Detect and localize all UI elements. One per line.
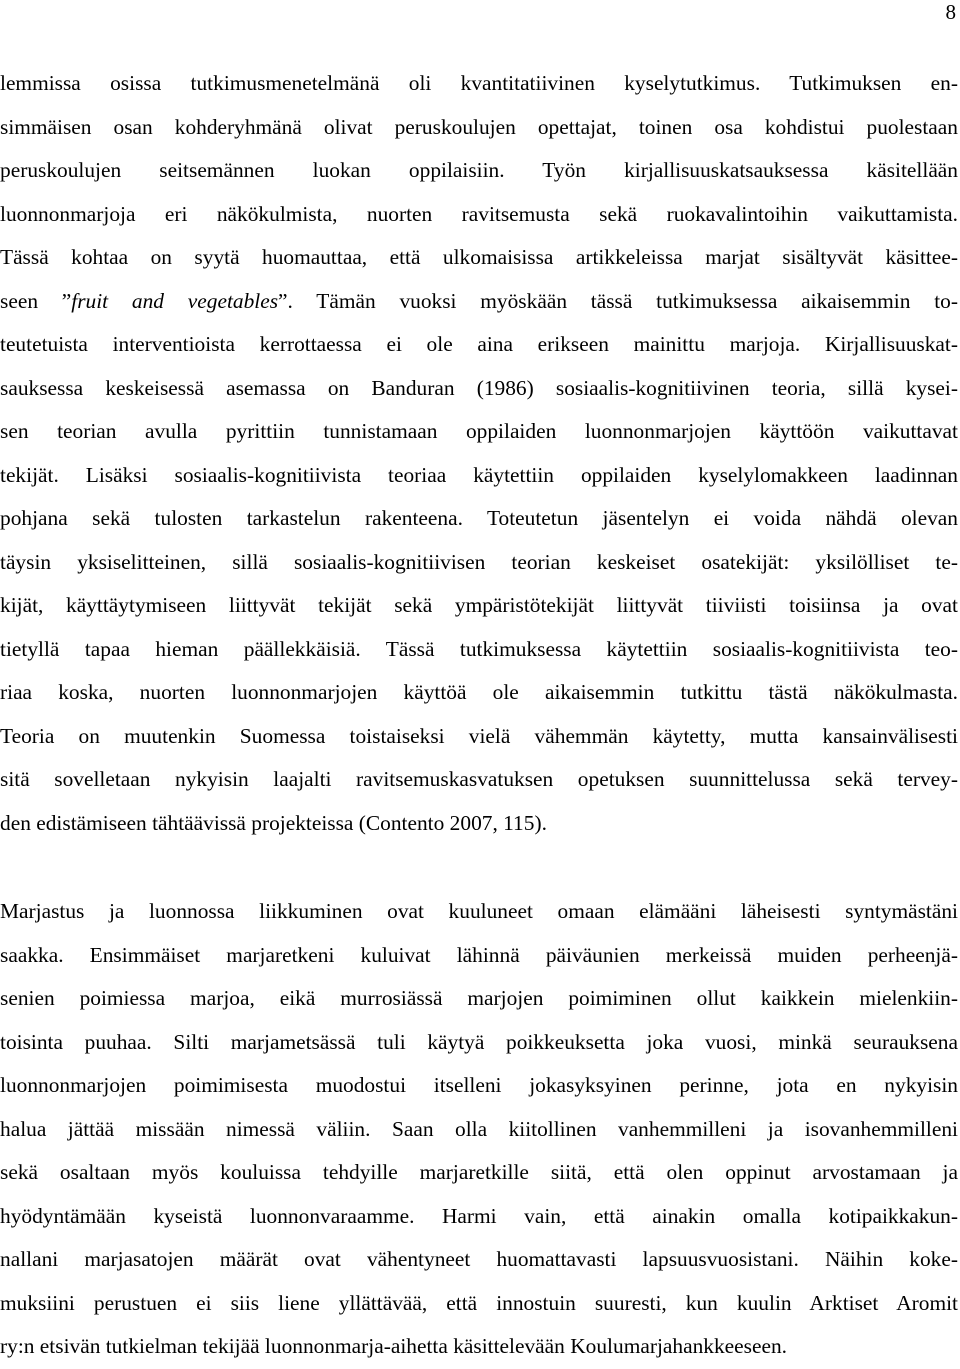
text-line: Teoria on muutenkin Suomessa toistaiseksi vielä vähemmän käytetty, mutta kansainvälisesti	[0, 723, 958, 748]
text-line: toisinta puuhaa. Silti marjametsässä tuli käytyä poikkeuksetta joka vuosi, minkä seurauksena	[0, 1029, 958, 1054]
text-line: tekijät. Lisäksi sosiaalis-kognitiivista teoriaa käytettiin oppilaiden kyselylomakkeen laadinnan	[0, 462, 958, 487]
text-line: pohjana sekä tulosten tarkastelun rakenteena. Toteutetun jäsentelyn ei voida nähdä olevan	[0, 506, 958, 530]
text-line: luonnonmarjojen poimimisesta muodostui itselleni jokasyksyinen perinne, jota en nykyisin	[0, 1073, 958, 1097]
text-line-with-italic	[0, 280, 958, 324]
text-line: sitä sovelletaan nykyisin laajalti ravitsemuskasvatuksen opetuksen suunnittelussa sekä tervey-	[0, 767, 958, 791]
text-line: hyödyntämään kyseistä luonnonvaraamme. Harmi vain, että ainakin omalla kotipaikkakun-	[0, 1203, 958, 1228]
text-line: sauksessa keskeisessä asemassa on Banduran (1986) sosiaalis-kognitiivinen teoria, sillä kysei-	[0, 375, 958, 400]
text-line: luonnonmarjoja eri näkökulmista, nuorten ravitsemusta sekä ruokavalintoihin vaikuttamista.	[0, 201, 958, 226]
text-line: Tässä kohtaa on syytä huomauttaa, että ulkomaisissa artikkeleissa marjat sisältyvät käsittee-	[0, 245, 958, 269]
text-line: nallani marjasatojen määrät ovat vähentyneet huomattavasti lapsuusvuosistani. Näihin koke-	[0, 1247, 958, 1271]
text-line: sekä osaltaan myös kouluissa tehdyille marjaretkille siitä, että olen oppinut arvostamaan ja	[0, 1160, 958, 1184]
text-line: tietyllä tapaa hieman päällekkäisiä. Tässä tutkimuksessa käytettiin sosiaalis-kognitiivista teo-	[0, 636, 958, 661]
paragraph-1	[0, 62, 958, 845]
text-line: riaa koska, nuorten luonnonmarjojen käyttöä ole aikaisemmin tutkittu tästä näkökulmasta.	[0, 680, 958, 704]
paragraph-2	[0, 890, 958, 1369]
text-line: senien poimiessa marjoa, eikä murrosiässä marjojen poimiminen ollut kaikkein mielenkiin-	[0, 986, 958, 1010]
text-line: täysin yksiselitteinen, sillä sosiaalis-kognitiivisen teorian keskeiset osatekijät: yksilölliset te-	[0, 549, 958, 574]
text-line: Marjastus ja luonnossa liikkuminen ovat kuuluneet omaan elämääni läheisesti syntymästäni	[0, 899, 958, 923]
text-line: peruskoulujen seitsemännen luokan oppilaisiin. Työn kirjallisuuskatsauksessa käsitellään	[0, 158, 958, 182]
text-segment: seen ”	[0, 288, 72, 313]
text-line: halua jättää missään nimessä väliin. Saan olla kiitollinen vanhemmilleni ja isovanhemmilleni	[0, 1116, 958, 1141]
text-line: ry:n etsivän tutkielman tekijää luonnonmarja-aihetta käsittelevään Koulumarjahankkeeseen.	[0, 1334, 788, 1358]
text-line: kijät, käyttäytymiseen liittyvät tekijät sekä ympäristötekijät liittyvät tiiviisti toisiinsa ja ovat	[0, 593, 958, 617]
text-line: lemmissa osissa tutkimusmenetelmänä oli kvantitatiivinen kyselytutkimus. Tutkimuksen en-	[0, 71, 958, 95]
text-line: den edistämiseen tähtäävissä projekteissa (Contento 2007, 115).	[0, 810, 547, 835]
page-number: 8	[945, 0, 956, 24]
text-line: muksiini perustuen ei siis liene yllättävää, että innostuin suuresti, kun kuulin Arktiset Aromit	[0, 1290, 958, 1315]
italic-term: fruit and vegetables	[71, 288, 279, 313]
text-line: simmäisen osan kohderyhmänä olivat peruskoulujen opettajat, toinen osa kohdistui puolestaan	[0, 114, 958, 139]
text-line: saakka. Ensimmäiset marjaretkeni kuluivat lähinnä päiväunien merkeissä muiden perheenjä-	[0, 942, 958, 967]
text-line: teutetuista interventioista kerrottaessa ei ole aina erikseen mainittu marjoja. Kirjallisuuskat-	[0, 332, 958, 356]
text-line: sen teorian avulla pyrittiin tunnistamaan oppilaiden luonnonmarjojen käyttöön vaikuttavat	[0, 419, 958, 443]
text-segment: ”. Tämän vuoksi myöskään tässä tutkimuksessa aikaisemmin to-	[278, 288, 958, 313]
